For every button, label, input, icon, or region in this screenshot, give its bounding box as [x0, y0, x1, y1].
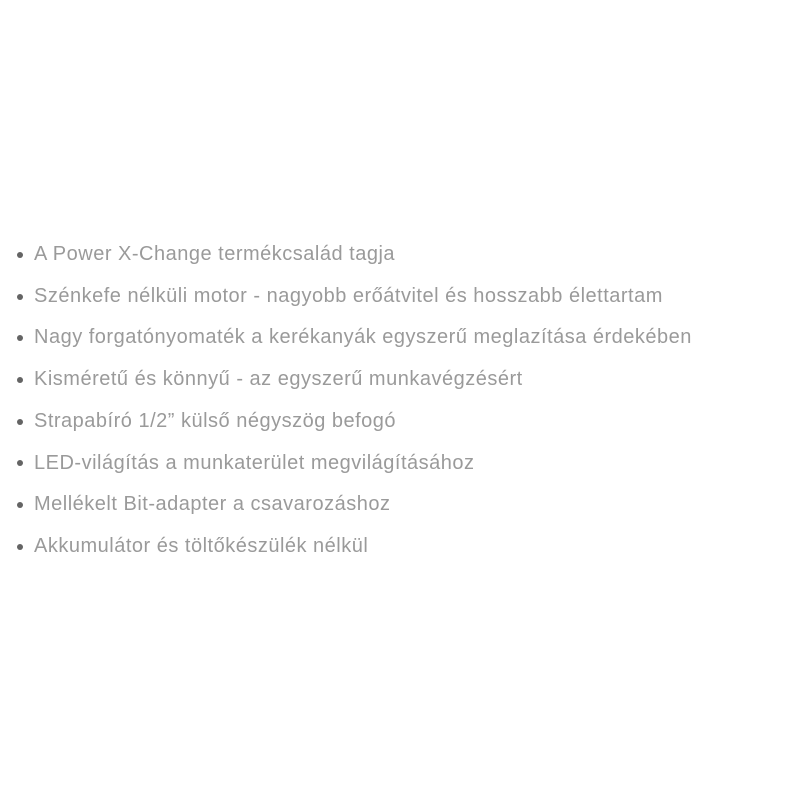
- feature-list-item: [0, 401, 800, 443]
- bullet-icon: [17, 377, 23, 383]
- feature-list-item: [0, 234, 800, 276]
- bullet-icon: [17, 335, 23, 341]
- product-feature-list: [0, 234, 800, 568]
- bullet-icon: [17, 460, 23, 466]
- feature-text: LED-világítás a munkaterület megvilágításához: [34, 451, 475, 474]
- feature-list-item: [0, 443, 800, 485]
- feature-text: Strapabíró 1/2” külső négyszög befogó: [34, 409, 397, 432]
- feature-list-item: [0, 484, 800, 526]
- feature-text: A Power X-Change termékcsalád tagja: [34, 243, 396, 265]
- feature-text: Kisméretű és könnyű - az egyszerű munkavégzésért: [34, 368, 523, 391]
- feature-text: Nagy forgatónyomaték a kerékanyák egyszerű meglazítása érdekében: [34, 326, 692, 349]
- bullet-icon: [17, 544, 23, 550]
- feature-list-item: [0, 276, 800, 318]
- feature-list-item: [0, 359, 800, 401]
- bullet-icon: [17, 294, 23, 300]
- feature-text: Szénkefe nélküli motor - nagyobb erőátvitel és hosszabb élettartam: [34, 284, 663, 307]
- feature-list-item: [0, 317, 800, 359]
- feature-list-item: [0, 526, 800, 568]
- product-description-section: [0, 234, 800, 568]
- feature-text: Mellékelt Bit-adapter a csavarozáshoz: [34, 493, 391, 516]
- bullet-icon: [17, 252, 23, 258]
- feature-text: Akkumulátor és töltőkészülék nélkül: [34, 534, 369, 557]
- bullet-icon: [17, 419, 23, 425]
- bullet-icon: [17, 502, 23, 508]
